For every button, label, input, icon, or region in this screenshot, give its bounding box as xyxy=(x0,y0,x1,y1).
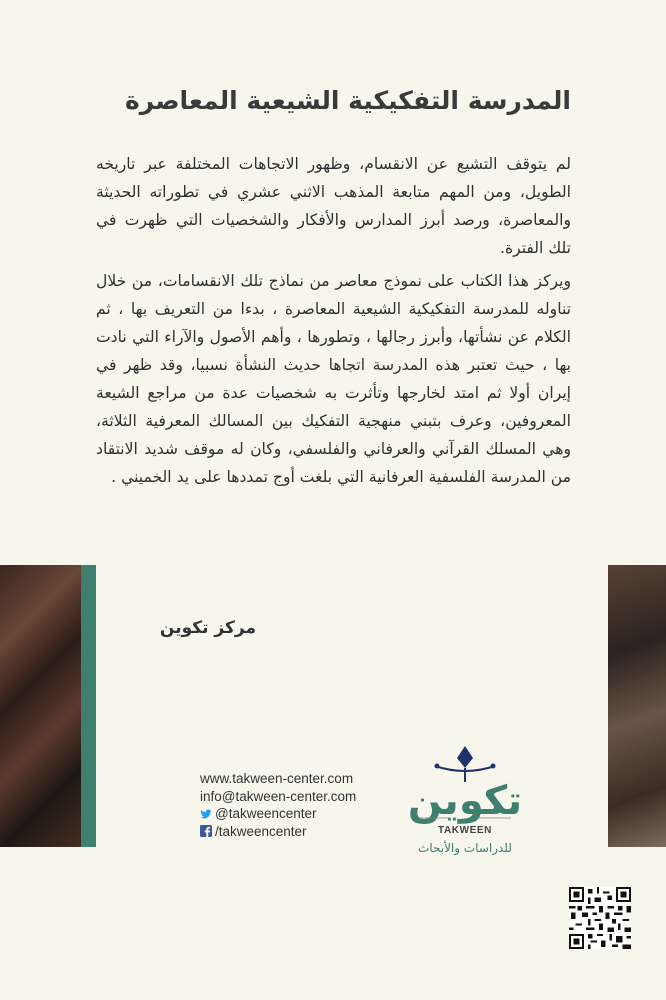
twitter-icon xyxy=(200,808,212,820)
qr-code-icon[interactable] xyxy=(569,887,631,949)
decorative-photo-strip-right xyxy=(608,565,666,847)
facebook-handle: /takweencenter xyxy=(215,823,307,839)
blurb-paragraph-1: لم يتوقف التشيع عن الانقسام، وظهور الاتجاهات المختلفة عبر تاريخه الطويل، ومن المهم متابعة المذهب الاثني عشري في تطوراته الحديثة والمعاصرة، ورصد أبرز المدارس والأفكار والشخصيات التي ظهرت في تلك الفترة. xyxy=(96,155,571,257)
decorative-photo-strip-left xyxy=(0,565,96,847)
book-title: المدرسة التفكيكية الشيعية المعاصرة xyxy=(125,86,571,115)
twitter-handle: @takweencenter xyxy=(215,806,317,821)
accent-band xyxy=(81,565,96,847)
contact-block xyxy=(200,770,400,840)
publisher-name: مركز تكوين xyxy=(159,618,256,638)
twitter-link[interactable] xyxy=(200,805,400,823)
website-link[interactable] xyxy=(200,770,400,788)
email-link[interactable] xyxy=(200,788,400,806)
logo-arabic-mark: تكوين xyxy=(407,778,523,824)
blurb-paragraph-2: ويركز هذا الكتاب على نموذج معاصر من نماذج تلك الانقسامات، من خلال تناوله للمدرسة التفكيكية الشيعية المعاصرة ، بدءا من التعريف بها ، ثم الكلام عن نشأتها، وأبرز رجالها ، وتطورها ، وأهم الأصول والآراء التي نادت بها ، حيث تعتبر هذه المدرسة اتجاها حديث النشأة نسبيا، وقد ظهر في إيران أولا ثم امتد لخارجها وتأثرت به شخصيات عدة من مراجع الشيعة المعروفين، وعرف بتبني منهجية التفكيك بين المسالك المعرفية الثلاثة، وهي المسلك القرآني والعرفاني والفلسفي، وكان له موقف شديد الانتقاد من المدرسة الفلسفية العرفانية التي بلغت أوج تمددها على يد الخميني . xyxy=(96,272,571,486)
logo-tagline: للدراسات والأبحاث xyxy=(418,841,512,855)
facebook-icon xyxy=(200,825,212,837)
website-text: www.takween-center.com xyxy=(200,771,354,786)
facebook-link[interactable] xyxy=(200,823,400,841)
logo-latin-text: TAKWEEN xyxy=(437,825,492,836)
email-text: info@takween-center.com xyxy=(200,788,357,804)
